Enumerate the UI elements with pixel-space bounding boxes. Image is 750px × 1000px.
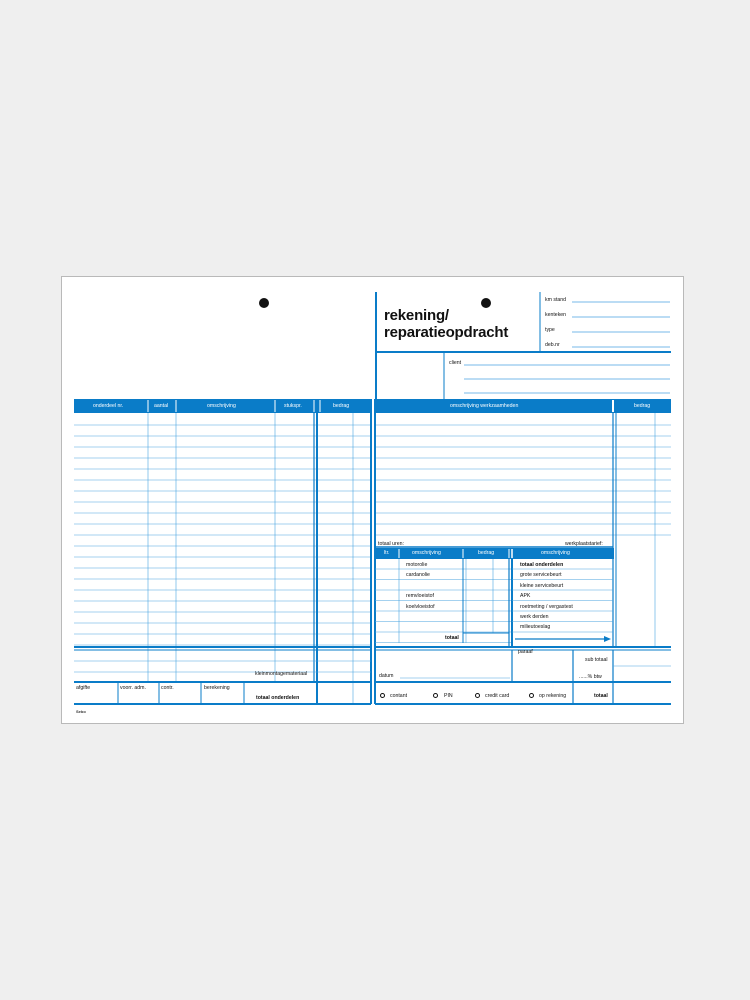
sub-totaal-label: sub totaal xyxy=(585,657,608,663)
liquid-motorolie: motorolie xyxy=(406,562,428,568)
invoice-form-sheet xyxy=(61,276,684,724)
summary-totaal-onderdelen: totaal onderdelen xyxy=(520,562,564,568)
form-title-line2: reparatieopdracht xyxy=(384,324,509,341)
punch-hole xyxy=(259,298,269,308)
header-werkzaamheden: omschrijving werkzaamheden xyxy=(450,403,519,409)
datum-label: datum xyxy=(379,673,394,679)
summary-kleine-servicebeurt: kleine servicebeurt xyxy=(520,583,564,589)
type-label: type xyxy=(545,327,555,333)
client-label: client xyxy=(449,360,462,366)
totaal-onderdelen-label: totaal onderdelen xyxy=(256,695,300,701)
header-work-bedrag: bedrag xyxy=(634,403,651,409)
werkplaatstarief-label: werkplaatstarief: xyxy=(565,541,603,547)
header-ltr: ltr. xyxy=(384,550,390,556)
summary-roetmeting: roetmeting / vergastest xyxy=(520,604,573,610)
payment-contant: contant xyxy=(390,693,408,699)
payment-op-rekening: op rekening xyxy=(539,693,567,699)
summary-grote-servicebeurt: grote servicebeurt xyxy=(520,572,562,578)
deb-nr-label: deb.nr xyxy=(545,342,560,348)
berekening-label: berekening xyxy=(204,685,230,691)
radio-pin[interactable] xyxy=(433,693,438,698)
voorr-adm-label: voorr. adm. xyxy=(120,685,146,691)
summary-werk-derden: werk derden xyxy=(520,614,549,620)
contr-label: contr. xyxy=(161,685,174,691)
kenteken-label: kenteken xyxy=(545,312,567,318)
liquid-koelvloeistof: koelvloeistof xyxy=(406,604,435,610)
totaal-label: totaal xyxy=(594,693,608,699)
header-liquid-omschrijving: omschrijving xyxy=(412,550,441,556)
header-onderdeel-nr: onderdeel nr. xyxy=(93,403,124,409)
btw-label: ......% btw xyxy=(579,674,602,680)
totaal-uren-label: totaal uren: xyxy=(378,541,404,547)
payment-credit-card: credit card xyxy=(485,693,510,699)
header-aantal: aantal xyxy=(154,403,169,409)
kleinmontagemateriaal-label: kleinmontagemateriaal xyxy=(255,671,308,677)
header-summary-omschrijving: omschrijving xyxy=(541,550,570,556)
header-liquid-bedrag: bedrag xyxy=(478,550,495,556)
form-title-line1: rekening/ xyxy=(384,307,449,324)
summary-milieutoeslag: milieutoeslag xyxy=(520,624,551,630)
header-stukspr: stukspr. xyxy=(284,403,302,409)
header-omschrijving: omschrijving xyxy=(207,403,236,409)
liquid-totaal-label: totaal xyxy=(445,635,459,641)
radio-op-rekening[interactable] xyxy=(529,693,534,698)
header-bedrag: bedrag xyxy=(333,403,350,409)
afgifte-label: afgifte xyxy=(76,685,91,691)
km-stand-label: km stand xyxy=(545,297,567,303)
form-title xyxy=(384,307,508,341)
work-header-bar xyxy=(375,399,671,413)
payment-pin: PIN xyxy=(444,693,453,699)
radio-credit-card[interactable] xyxy=(475,693,480,698)
liquid-remvloeistof: remvloeistof xyxy=(406,593,434,599)
liquid-cardanolie: cardanolie xyxy=(406,572,430,578)
liquids-header-bar xyxy=(375,548,614,559)
radio-contant[interactable] xyxy=(380,693,385,698)
summary-arrow-head xyxy=(604,636,611,642)
summary-apk: APK xyxy=(520,593,531,599)
paraaf-label: paraaf xyxy=(518,649,533,655)
brand-logo: Sebo xyxy=(76,709,86,714)
